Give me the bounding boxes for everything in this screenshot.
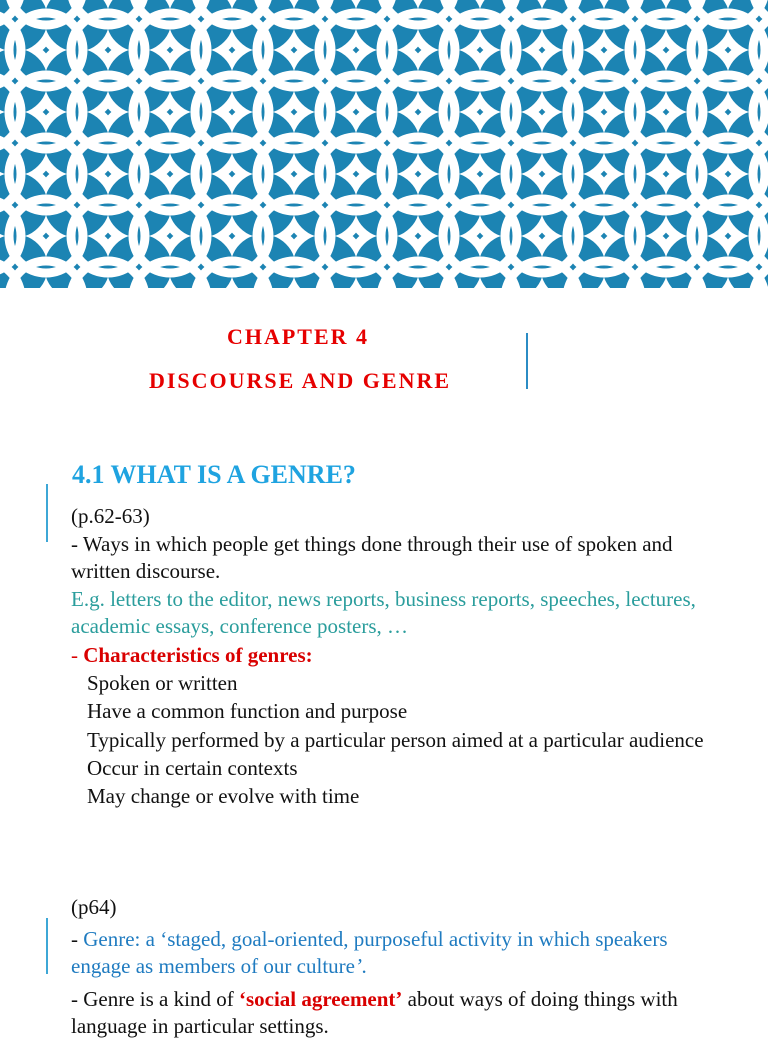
list-item: Spoken or written	[87, 671, 238, 695]
circle-pattern-image	[0, 0, 768, 288]
genre-definition-line-2: engage as members of our culture’.	[71, 954, 368, 978]
section-accent-bar	[46, 484, 48, 542]
list-item: Typically performed by a particular person aimed at a particular audience	[87, 728, 704, 752]
genre-definition-line-1: - Genre: a ‘staged, goal-oriented, purposeful activity in which speakers	[71, 927, 668, 951]
page-reference: (p.62-63)	[71, 504, 150, 528]
decorative-banner	[0, 0, 768, 288]
characteristics-dash: -	[71, 643, 84, 667]
social-agreement-term: ‘social agreement’	[238, 987, 403, 1011]
characteristics-title: Characteristics of genres:	[83, 643, 313, 667]
social-agreement-line-1: - Genre is a kind of ‘social agreement’ about ways of doing things with	[71, 987, 678, 1011]
section2-accent-bar	[46, 918, 48, 974]
definition-line-1: - Ways in which people get things done through their use of spoken and	[71, 532, 673, 556]
chapter-title: DISCOURSE AND GENRE	[148, 368, 452, 393]
definition-line-2: written discourse.	[71, 559, 221, 583]
section-heading: 4.1 WHAT IS A GENRE?	[72, 460, 356, 489]
social-agreement-line-2: language in particular settings.	[71, 1014, 329, 1038]
chapter-label: CHAPTER 4	[226, 324, 370, 349]
examples-line-1: E.g. letters to the editor, news reports, business reports, speeches, lectures,	[71, 587, 696, 611]
page-reference-2: (p64)	[71, 895, 117, 919]
examples-line-2: academic essays, conference posters, …	[71, 614, 409, 638]
list-item: Occur in certain contexts	[87, 756, 298, 780]
title-divider	[526, 333, 528, 389]
list-item: Have a common function and purpose	[87, 699, 408, 723]
characteristics-heading	[71, 642, 313, 669]
list-item: May change or evolve with time	[87, 784, 360, 808]
